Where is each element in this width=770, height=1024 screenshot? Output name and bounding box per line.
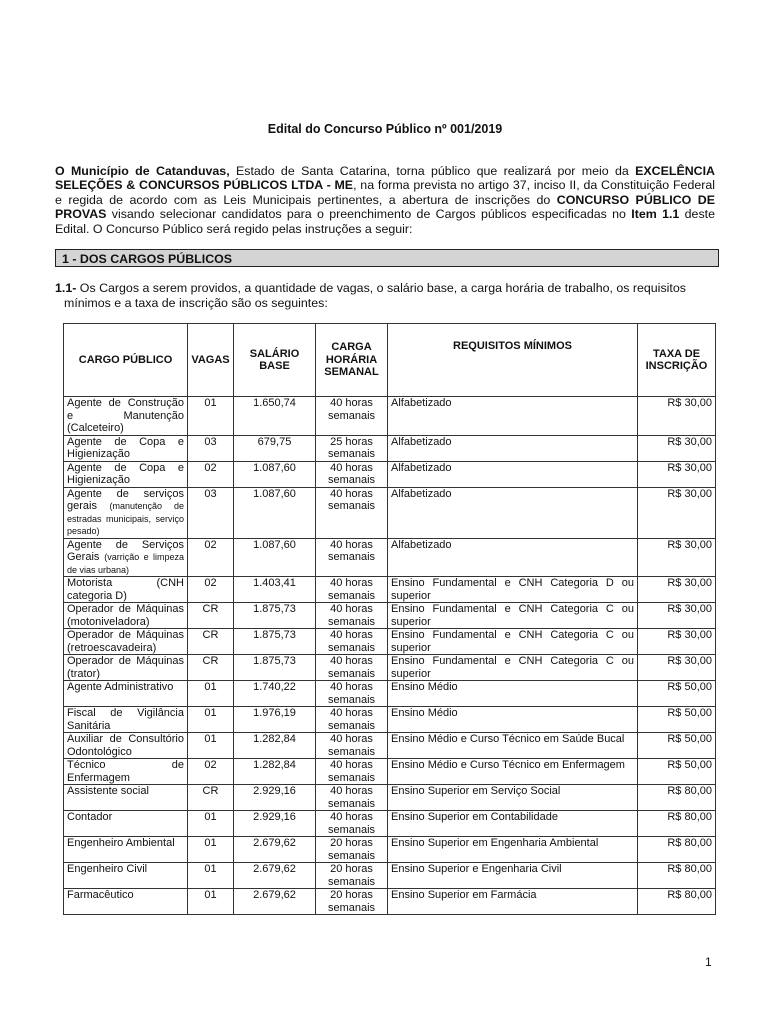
cell-cargo — [64, 837, 188, 863]
table-row — [64, 733, 716, 759]
table-row — [64, 863, 716, 889]
cargo-name: Agente de Copa e Higienização — [67, 435, 184, 460]
cell-vagas: CR — [188, 655, 234, 681]
cell-taxa: R$ 30,00 — [638, 435, 716, 461]
intro-item-ref: Item 1.1 — [631, 207, 680, 222]
cargo-name: Agente de Construção e Manutenção (Calceteiro) — [67, 397, 184, 434]
cell-taxa: R$ 30,00 — [638, 487, 716, 538]
cell-carga: 40 horas semanais — [316, 577, 388, 603]
cell-carga: 40 horas semanais — [316, 759, 388, 785]
cell-carga: 20 horas semanais — [316, 889, 388, 915]
table-row — [64, 397, 716, 436]
cell-requisitos: Alfabetizado — [388, 538, 638, 577]
table-row — [64, 785, 716, 811]
cell-cargo — [64, 538, 188, 577]
header-requisitos: REQUISITOS MÍNIMOS — [388, 324, 638, 397]
cell-vagas: 03 — [188, 487, 234, 538]
cell-taxa: R$ 50,00 — [638, 707, 716, 733]
cell-taxa: R$ 30,00 — [638, 655, 716, 681]
cell-taxa: R$ 50,00 — [638, 733, 716, 759]
cell-vagas: CR — [188, 603, 234, 629]
table-row — [64, 655, 716, 681]
cell-cargo — [64, 629, 188, 655]
cell-requisitos: Ensino Médio e Curso Técnico em Saúde Bucal — [388, 733, 638, 759]
header-cargo: CARGO PÚBLICO — [64, 324, 188, 397]
cell-requisitos: Ensino Superior em Contabilidade — [388, 811, 638, 837]
cell-salario: 1.087,60 — [234, 461, 316, 487]
cargo-note: (varrição e limpeza de vias urbana) — [67, 552, 184, 575]
cell-salario: 679,75 — [234, 435, 316, 461]
cell-requisitos: Ensino Fundamental e CNH Categoria C ou superior — [388, 603, 638, 629]
table-row — [64, 435, 716, 461]
cell-taxa: R$ 30,00 — [638, 397, 716, 436]
item-text-continuation: mínimos e a taxa de inscrição são os seguintes: — [64, 295, 328, 310]
cell-carga: 40 horas semanais — [316, 733, 388, 759]
cell-vagas: 01 — [188, 863, 234, 889]
cell-taxa: R$ 80,00 — [638, 863, 716, 889]
cell-carga: 40 horas semanais — [316, 785, 388, 811]
cell-taxa: R$ 80,00 — [638, 889, 716, 915]
table-row — [64, 811, 716, 837]
cell-cargo — [64, 461, 188, 487]
cell-cargo — [64, 681, 188, 707]
cell-salario: 2.679,62 — [234, 889, 316, 915]
cell-salario: 1.875,73 — [234, 655, 316, 681]
table-row — [64, 603, 716, 629]
cell-requisitos: Ensino Superior em Farmácia — [388, 889, 638, 915]
cell-salario: 1.087,60 — [234, 487, 316, 538]
intro-concurso: CONCURSO PÚBLICO DE PROVAS — [55, 192, 715, 222]
cell-requisitos: Alfabetizado — [388, 435, 638, 461]
intro-empresa: EXCELÊNCIA SELEÇÕES & CONCURSOS PÚBLICOS LTDA - ME — [55, 164, 716, 193]
cell-taxa: R$ 50,00 — [638, 759, 716, 785]
header-vagas: VAGAS — [188, 324, 234, 397]
header-salario: SALÁRIO BASE — [234, 324, 316, 397]
table-row — [64, 889, 716, 915]
cell-vagas: 02 — [188, 759, 234, 785]
cell-taxa: R$ 30,00 — [638, 538, 716, 577]
cell-vagas: CR — [188, 629, 234, 655]
cargo-name: Operador de Máquinas (retroescavadeira) — [67, 629, 184, 654]
cell-carga: 40 horas semanais — [316, 538, 388, 577]
cell-carga: 40 horas semanais — [316, 603, 388, 629]
cell-carga: 20 horas semanais — [316, 837, 388, 863]
cargo-note: (manutenção de estradas municipais, serviço pesado) — [67, 501, 185, 536]
header-carga: CARGA HORÁRIA SEMANAL — [316, 324, 388, 397]
cell-cargo — [64, 759, 188, 785]
cell-salario: 1.650,74 — [234, 397, 316, 436]
cargo-name: Técnico de Enfermagem — [67, 759, 184, 784]
cargo-name: Auxiliar de Consultório Odontológico — [67, 733, 184, 758]
cell-salario: 2.679,62 — [234, 837, 316, 863]
cell-carga: 40 horas semanais — [316, 681, 388, 707]
cell-carga: 40 horas semanais — [316, 461, 388, 487]
cargo-name: Engenheiro Ambiental — [67, 837, 175, 849]
cell-cargo — [64, 487, 188, 538]
cargo-name: Agente de serviços gerais — [67, 487, 184, 512]
cell-cargo — [64, 577, 188, 603]
document-title: Edital do Concurso Público nº 001/2019 — [267, 122, 503, 136]
table-row — [64, 577, 716, 603]
cargos-table — [63, 323, 716, 915]
cell-cargo — [64, 435, 188, 461]
cell-requisitos: Ensino Médio — [388, 681, 638, 707]
table-row — [64, 629, 716, 655]
cargo-name: Assistente social — [67, 785, 149, 797]
table-row — [64, 759, 716, 785]
intro-text-1: Estado de Santa Catarina, torna público que realizará por meio da — [229, 164, 636, 178]
cell-vagas: 01 — [188, 811, 234, 837]
cell-vagas: 01 — [188, 681, 234, 707]
cell-requisitos: Alfabetizado — [388, 397, 638, 436]
cell-vagas: 03 — [188, 435, 234, 461]
cell-requisitos: Ensino Fundamental e CNH Categoria C ou superior — [388, 655, 638, 681]
cell-requisitos: Ensino Médio — [388, 707, 638, 733]
header-taxa: TAXA DE INSCRIÇÃO — [638, 324, 716, 397]
cargo-name: Motorista (CNH categoria D) — [67, 577, 184, 602]
table-body — [64, 397, 716, 915]
intro-text-2: , na forma prevista no artigo 37, inciso II, da Constituição Federal e regida de acordo com as Leis Municipais pertinentes, a abertura de inscrições do — [55, 178, 715, 207]
cell-carga: 40 horas semanais — [316, 655, 388, 681]
cell-vagas: 01 — [188, 889, 234, 915]
cell-salario: 2.929,16 — [234, 785, 316, 811]
cell-requisitos: Ensino Superior em Engenharia Ambiental — [388, 837, 638, 863]
cell-taxa: R$ 30,00 — [638, 629, 716, 655]
table-row — [64, 707, 716, 733]
cell-requisitos: Ensino Superior em Serviço Social — [388, 785, 638, 811]
cell-requisitos: Ensino Fundamental e CNH Categoria C ou superior — [388, 629, 638, 655]
cell-carga: 40 horas semanais — [316, 397, 388, 436]
cargo-name: Agente Administrativo — [67, 681, 174, 693]
cargo-name: Agente de Copa e Higienização — [67, 461, 184, 486]
cargo-name: Fiscal de Vigilância Sanitária — [67, 707, 184, 732]
cell-salario: 1.740,22 — [234, 681, 316, 707]
cell-cargo — [64, 603, 188, 629]
cell-vagas: 01 — [188, 837, 234, 863]
cell-carga: 40 horas semanais — [316, 487, 388, 538]
cell-salario: 2.929,16 — [234, 811, 316, 837]
cell-vagas: 02 — [188, 538, 234, 577]
cargo-name: Operador de Máquinas (motoniveladora) — [67, 603, 184, 628]
cell-requisitos: Alfabetizado — [388, 461, 638, 487]
cell-taxa: R$ 80,00 — [638, 785, 716, 811]
cell-salario: 1.282,84 — [234, 759, 316, 785]
cargo-name: Engenheiro Civil — [67, 863, 148, 875]
cell-salario: 1.875,73 — [234, 603, 316, 629]
cell-vagas: 01 — [188, 397, 234, 436]
intro-municipio: O Município de Catanduvas, — [55, 164, 230, 178]
cell-cargo — [64, 811, 188, 837]
cell-cargo — [64, 785, 188, 811]
cell-taxa: R$ 30,00 — [638, 603, 716, 629]
cell-salario: 1.087,60 — [234, 538, 316, 577]
cell-salario: 1.875,73 — [234, 629, 316, 655]
cell-salario: 1.403,41 — [234, 577, 316, 603]
cargo-name: Operador de Máquinas (trator) — [67, 655, 184, 680]
cell-carga: 20 horas semanais — [316, 863, 388, 889]
cell-cargo — [64, 707, 188, 733]
intro-text-4: deste Edital. O Concurso Público será regido pelas instruções a seguir: — [55, 207, 715, 236]
intro-paragraph — [55, 164, 715, 236]
item-1-1 — [55, 281, 715, 310]
table-row — [64, 487, 716, 538]
cell-requisitos: Ensino Médio e Curso Técnico em Enfermagem — [388, 759, 638, 785]
cell-vagas: 02 — [188, 461, 234, 487]
cell-vagas: 01 — [188, 707, 234, 733]
cell-carga: 25 horas semanais — [316, 435, 388, 461]
cell-taxa: R$ 30,00 — [638, 461, 716, 487]
cell-taxa: R$ 80,00 — [638, 837, 716, 863]
cell-taxa: R$ 50,00 — [638, 681, 716, 707]
cell-cargo — [64, 889, 188, 915]
section-header: 1 - DOS CARGOS PÚBLICOS — [55, 249, 719, 267]
item-number: 1.1- — [55, 281, 77, 295]
cell-requisitos: Ensino Fundamental e CNH Categoria D ou superior — [388, 577, 638, 603]
cell-salario: 1.976,19 — [234, 707, 316, 733]
cell-requisitos: Ensino Superior e Engenharia Civil — [388, 863, 638, 889]
cell-vagas: CR — [188, 785, 234, 811]
cargo-name: Contador — [67, 811, 113, 823]
table-row — [64, 461, 716, 487]
cell-taxa: R$ 80,00 — [638, 811, 716, 837]
cell-carga: 40 horas semanais — [316, 811, 388, 837]
cell-cargo — [64, 733, 188, 759]
cell-salario: 2.679,62 — [234, 863, 316, 889]
page-number: 1 — [705, 955, 712, 969]
table-row — [64, 681, 716, 707]
cell-vagas: 02 — [188, 577, 234, 603]
cell-vagas: 01 — [188, 733, 234, 759]
cell-cargo — [64, 655, 188, 681]
cell-salario: 1.282,84 — [234, 733, 316, 759]
intro-text-3: visando selecionar candidatos para o preenchimento de Cargos públicos especificadas no — [106, 207, 632, 222]
cell-taxa: R$ 30,00 — [638, 577, 716, 603]
item-text: Os Cargos a serem providos, a quantidade de vagas, o salário base, a carga horária de trabalho, os requisitos — [76, 281, 686, 295]
cargo-name: Agente de Serviços Gerais — [67, 538, 184, 563]
table-row — [64, 538, 716, 577]
cell-carga: 40 horas semanais — [316, 629, 388, 655]
cargo-name: Farmacêutico — [67, 889, 134, 901]
table-row — [64, 837, 716, 863]
cell-requisitos: Alfabetizado — [388, 487, 638, 538]
cell-cargo — [64, 863, 188, 889]
cell-carga: 40 horas semanais — [316, 707, 388, 733]
cell-cargo — [64, 397, 188, 436]
table-header-row — [64, 324, 716, 397]
